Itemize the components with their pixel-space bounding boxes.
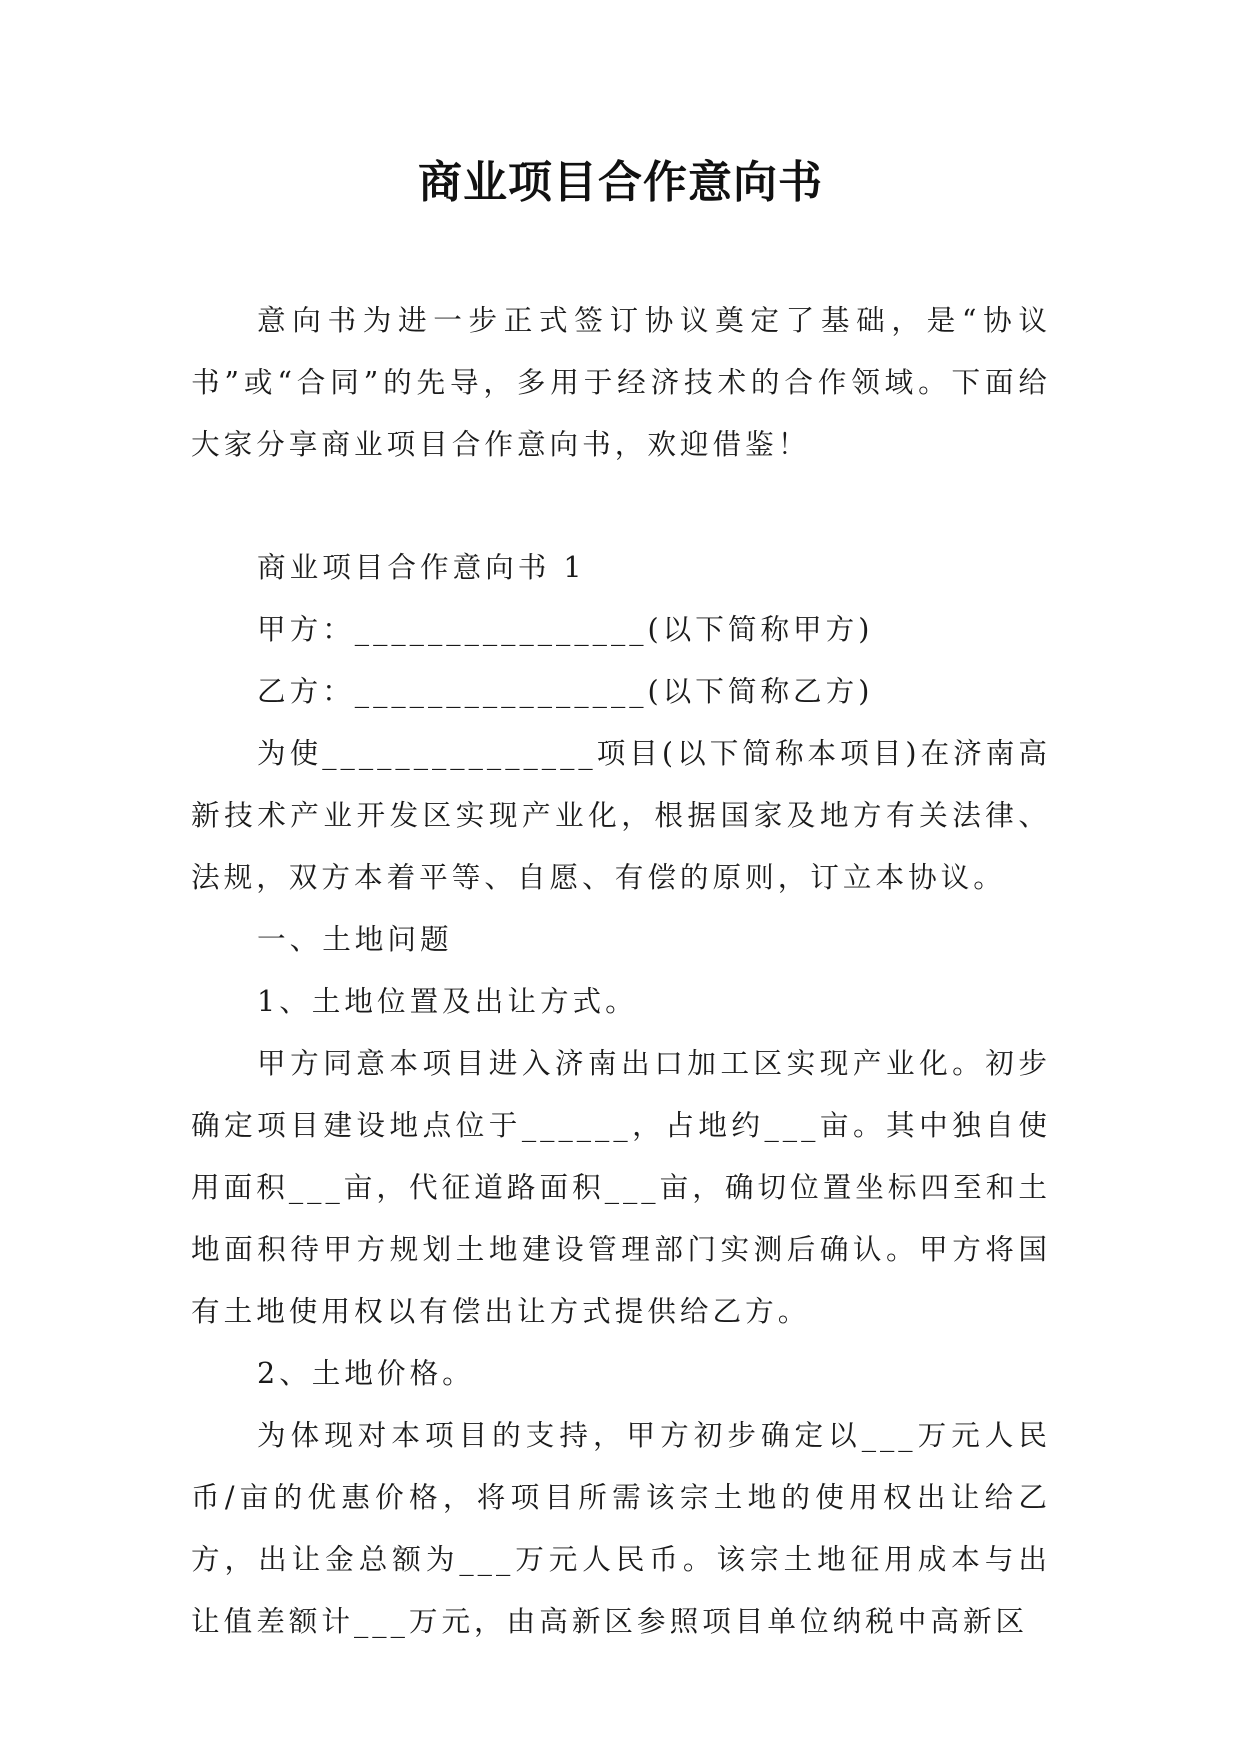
- item-2-paragraph: 为体现对本项目的支持，甲方初步确定以___万元人民币/亩的优惠价格，将项目所需该宗土地的使用权出让给乙方，出让金总额为___万元人民币。该宗土地征用成本与出让值差额计___万元，由高新区参照项目单位纳税中高新区: [191, 1418, 1051, 1638]
- purpose-paragraph: 为使_______________项目(以下简称本项目)在济南高新技术产业开发区实现产业化，根据国家及地方有关法律、法规，双方本着平等、自愿、有偿的原则，订立本协议。: [191, 736, 1051, 894]
- party-a-line: 甲方：________________(以下简称甲方): [257, 612, 874, 646]
- party-b-line: 乙方：________________(以下简称乙方): [257, 674, 874, 708]
- paragraph-spacer: [191, 475, 1051, 536]
- item-2-title: 2、土地价格。: [257, 1356, 475, 1390]
- intro-paragraph: 意向书为进一步正式签订协议奠定了基础，是“协议书”或“合同”的先导，多用于经济技术的合作领域。下面给大家分享商业项目合作意向书，欢迎借鉴！: [191, 303, 1051, 461]
- document-title: 商业项目合作意向书: [418, 157, 823, 208]
- document-body: [191, 289, 1051, 1652]
- section-title: 商业项目合作意向书 1: [257, 550, 586, 584]
- item-1-paragraph: 甲方同意本项目进入济南出口加工区实现产业化。初步确定项目建设地点位于______，占地约___亩。其中独自使用面积___亩，代征道路面积___亩，确切位置坐标四至和土地面积待甲方规划土地建设管理部门实测后确认。甲方将国有土地使用权以有偿出让方式提供给乙方。: [191, 1046, 1051, 1328]
- heading-land-issues: 一、土地问题: [257, 922, 453, 956]
- item-1-title: 1、土地位置及出让方式。: [257, 984, 638, 1018]
